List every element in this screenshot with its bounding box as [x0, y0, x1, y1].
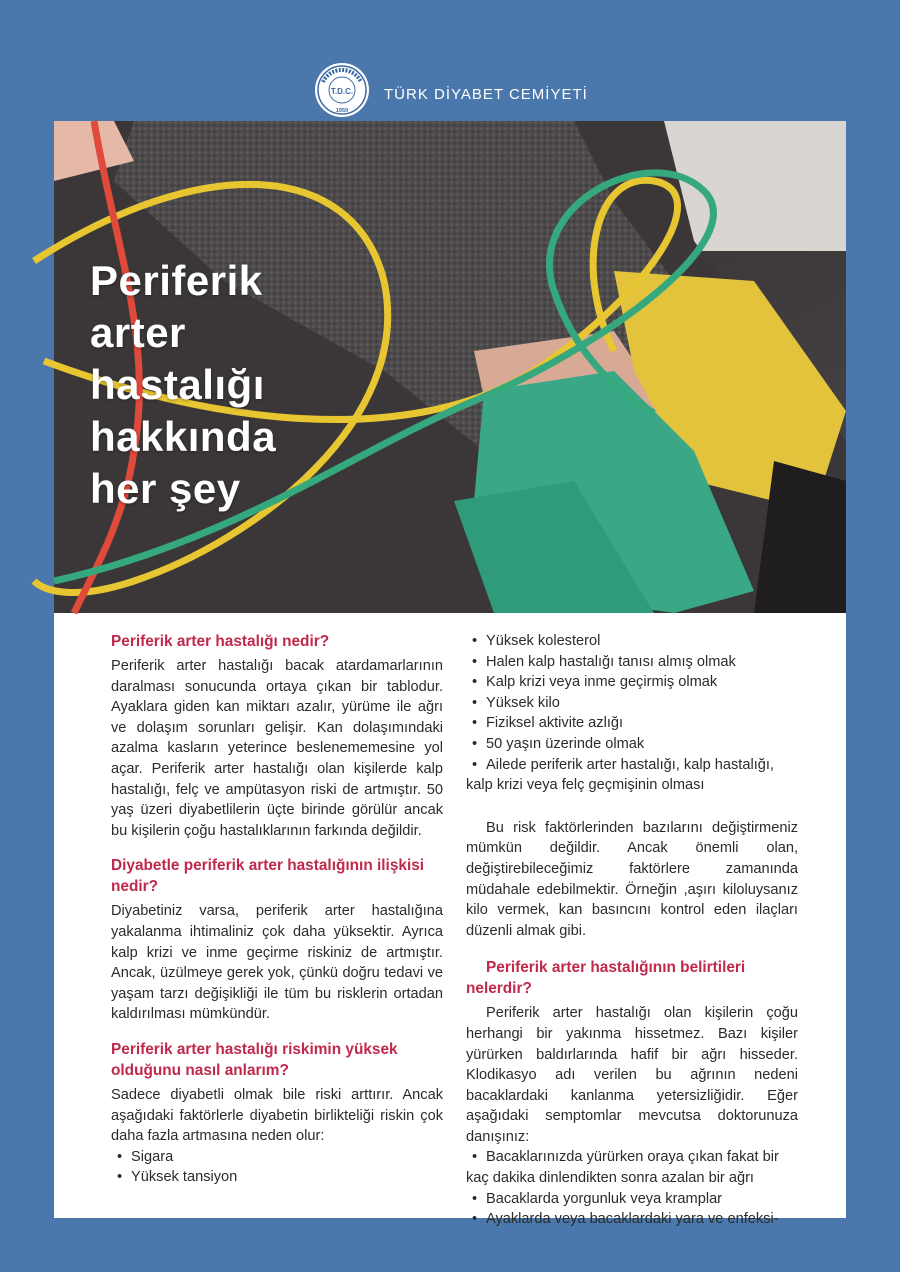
symptom-list	[466, 1147, 798, 1229]
list-item: • Yüksek kilo	[466, 693, 798, 714]
section-body: Periferik arter hastalığı olan kişilerin çoğu herhangi bir yakınma hissetmez. Bazı kişiler yürürken baldırlarında hafif bir ağrı hisseder. Klodikasyo adı verilen bu ağrının nedeni bacaklardaki kanlanma yetersizliğidir. Eğer aşağıdaki semptomlar mevcutsa doktorunuza danışınız:	[466, 1005, 798, 1145]
list-item: • Yüksek tansiyon	[111, 1167, 443, 1188]
section-heading: Periferik arter hastalığı riskimin yüksek olduğunu nasıl anlarım?	[111, 1040, 398, 1079]
list-item: • Ayaklarda veya bacaklardaki yara ve enfeksi-	[466, 1209, 798, 1230]
list-item: • Ailede periferik arter hastalığı, kalp hastalığı, kalp krizi veya felç geçmişinin olması	[466, 755, 798, 796]
hero-title-line: hakkında	[90, 413, 277, 460]
list-item: • Halen kalp hastalığı tanısı almış olmak	[466, 652, 798, 673]
risk-factor-list	[111, 1147, 443, 1188]
section-body: Bu risk faktörlerinden bazılarını değiştirmeniz mümkün değildir. Ancak önemli olan, değiştirebileceğimiz faktörlere zamanında müdahale edebilmektir. Örneğin ,aşırı kiloluysanız kilo vermek, kan basıncını kontrol eden ilaçları düzenli almak gibi.	[466, 819, 798, 939]
section-body: Diyabetiniz varsa, periferik arter hastalığına yakalanma ihtimaliniz çok daha yüksektir. Ayrıca kalp krizi ve inme geçirme riskiniz de artmıştır. Ancak, üzülmeye gerek yok, çünkü doğru tedavi ve yaşam tarzı değişikliği ile tüm bu risklerin ortadan kaldırılması mümkündür.	[111, 903, 443, 1023]
hero-title-line: arter	[90, 309, 186, 356]
section-heading: Diyabetle periferik arter hastalığının ilişkisi nedir?	[111, 857, 425, 896]
list-item: • Fiziksel aktivite azlığı	[466, 713, 798, 734]
list-item: • Sigara	[111, 1147, 443, 1168]
logo-year-text: 1959	[335, 108, 349, 114]
section-heading: Periferik arter hastalığının belirtileri nelerdir?	[466, 959, 746, 998]
risk-factor-list	[466, 631, 798, 796]
hero-title-line: her şey	[90, 465, 241, 512]
hero-title-line: hastalığı	[90, 361, 265, 408]
hero-title-line: Periferik	[90, 257, 263, 304]
list-item: • Bacaklarınızda yürürken oraya çıkan fakat bir kaç dakika dinlendikten sonra azalan bir ağrı	[466, 1147, 798, 1188]
article-card	[54, 121, 846, 1228]
list-item: • 50 yaşın üzerinde olmak	[466, 734, 798, 755]
section-heading: Periferik arter hastalığı nedir?	[111, 633, 330, 650]
logo-icon	[314, 62, 370, 118]
list-item: • Kalp krizi veya inme geçirmiş olmak	[466, 672, 798, 693]
section-body: Periferik arter hastalığı bacak atardamarlarının daralması sonucunda ortaya çıkan bir tablodur. Ayaklara giden kan miktarı azalır, yürüme ile ağrı ve dolaşım sorunları gelişir. Kan dolaşımındaki azalma kasların yeterince beslenememesine yol açar. Periferik arter hastalığı olan kişilerde kalp hastalığı, felç ve ampütasyon riski de artmıştır. 50 yaş üzeri diyabetlilerin üçte birinde görülür ancak bu kişilerin çoğu hastalıklarının farkında değildir.	[111, 658, 443, 839]
org-name: TÜRK DİYABET CEMİYETİ	[384, 86, 588, 103]
list-item: • Yüksek kolesterol	[466, 631, 798, 652]
left-column	[111, 631, 443, 1188]
list-item: • Bacaklarda yorgunluk veya kramplar	[466, 1189, 798, 1210]
logo-center-text: T.D.C.	[330, 87, 354, 96]
right-column	[466, 631, 798, 1230]
hero-photo	[54, 121, 846, 613]
hero-title	[90, 255, 276, 515]
section-body: Sadece diyabetli olmak bile riski arttırır. Ancak aşağıdaki faktörlerle diyabetin birlikteliği riskin çok daha fazla artmasına neden olur:	[111, 1086, 443, 1145]
header	[0, 60, 900, 120]
